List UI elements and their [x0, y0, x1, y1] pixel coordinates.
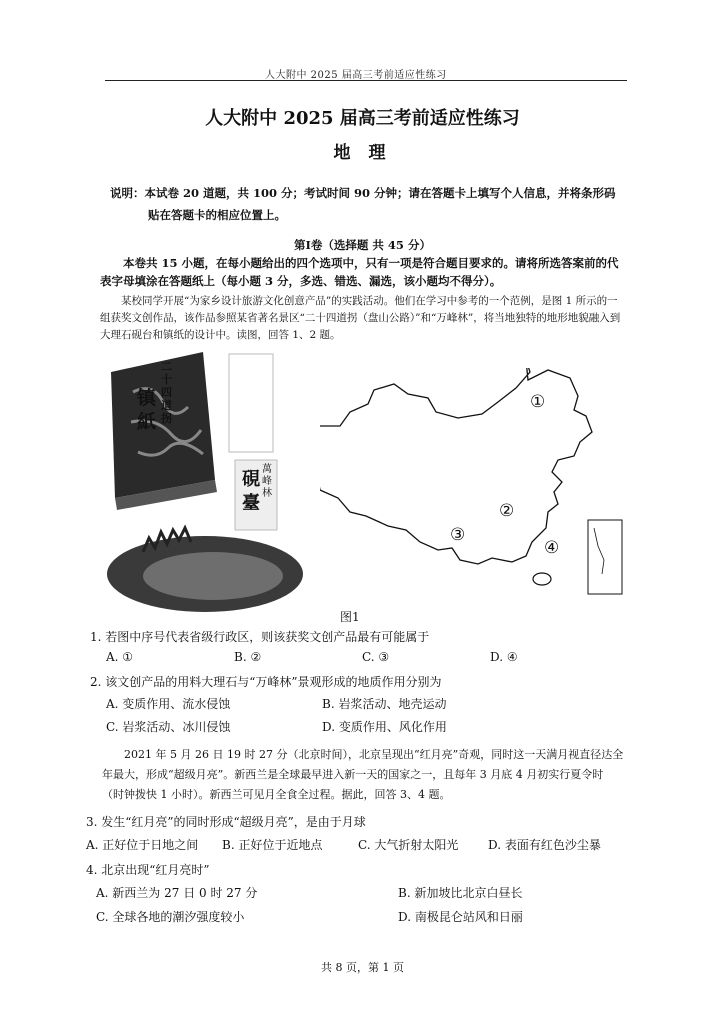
instructions-line2: 贴在答题卡的相应位置上。	[148, 208, 286, 222]
exam-title: 人大附中 2025 届高三考前适应性练习	[205, 108, 520, 129]
marker-4: ④	[544, 538, 560, 558]
product-photo-graphic	[103, 352, 315, 620]
label-paperweight: 镇紙	[137, 387, 157, 433]
q4-option-d: D. 南极昆仑站风和日丽	[398, 910, 523, 924]
marker-3: ③	[450, 525, 466, 545]
q2-option-a: A. 变质作用、流水侵蚀	[106, 697, 231, 711]
question-4-stem: 4. 北京出现“红月亮时”	[86, 863, 210, 877]
q2-option-d: D. 变质作用、风化作用	[322, 720, 447, 734]
question-3-stem: 3. 发生“红月亮”的同时形成“超级月亮”，是由于月球	[86, 815, 366, 829]
china-outline-graphic	[320, 368, 625, 600]
q3-option-d: D. 表面有红色沙尘暴	[488, 838, 601, 852]
q1-option-a: A. ①	[106, 650, 134, 664]
passage-2: 2021 年 5 月 26 日 19 时 27 分（北京时间），北京呈现出“红月亮”奇观，同时这一天满月视直径达全年最大，形成“超级月亮”。新西兰是全球最早进入新一天的国家之一，且每年 3 月底 4 月初实行夏令时（时钟拨快 1 小时）。新西兰可见月全食全过程。据此，回答 3、4 题。	[102, 748, 624, 801]
q3-option-b: B. 正好位于近地点	[222, 838, 323, 852]
question-1-stem: 1. 若图中序号代表省级行政区，则该获奖文创产品最有可能属于	[90, 630, 430, 644]
q2-option-b: B. 岩浆活动、地壳运动	[322, 697, 447, 711]
label-wanfenglin: 萬峰林	[262, 464, 272, 499]
q3-option-c: C. 大气折射太阳光	[358, 838, 459, 852]
q4-option-c: C. 全球各地的潮汐强度较小	[96, 910, 245, 924]
label-24-bends: 二十四道拐	[161, 360, 172, 425]
q1-option-c: C. ③	[362, 650, 390, 664]
marker-2: ②	[499, 501, 515, 521]
section-intro: 本卷共 15 小题，在每小题给出的四个选项中，只有一项是符合题目要求的。请将所选答案前的代表字母填涂在答题纸上（每小题 3 分，多选、错选、漏选，该小题均不得分）。	[100, 256, 619, 288]
header-rule	[105, 80, 627, 81]
q4-option-b: B. 新加坡比北京白昼长	[398, 886, 523, 900]
question-2-stem: 2. 该文创产品的用料大理石与“万峰林”景观形成的地质作用分别为	[90, 675, 442, 689]
subject-title: 地 理	[333, 143, 392, 163]
china-map	[320, 368, 625, 600]
page-footer: 共 8 页，第 1 页	[321, 961, 404, 974]
q3-option-a: A. 正好位于日地之间	[86, 838, 199, 852]
running-header: 人大附中 2025 届高三考前适应性练习	[265, 70, 447, 81]
product-photos	[103, 352, 315, 620]
section-title: 第Ⅰ卷（选择题 共 45 分）	[294, 238, 431, 252]
q2-option-c: C. 岩浆活动、冰川侵蚀	[106, 720, 231, 734]
marker-1: ①	[530, 392, 546, 412]
label-inkstone: 硯臺	[242, 469, 260, 514]
instructions	[110, 182, 630, 226]
q1-option-d: D. ④	[490, 650, 518, 664]
figure-caption: 图1	[340, 610, 360, 624]
q4-option-a: A. 新西兰为 27 日 0 时 27 分	[96, 886, 258, 900]
passage-1: 某校同学开展“为家乡设计旅游文化创意产品”的实践活动。他们在学习中参考的一个范例，是图 1 所示的一组获奖文创作品，该作品参照某省著名景区“二十四道拐（盘山公路）”和“万峰林”，将当地独特的地形地貌融入到大理石砚台和镇纸的设计中。读图，回答 1、2 题。	[100, 295, 621, 341]
instructions-line1: 说明：本试卷 20 道题，共 100 分；考试时间 90 分钟；请在答题卡上填写个人信息，并将条形码	[110, 186, 616, 200]
q1-option-b: B. ②	[234, 650, 262, 664]
